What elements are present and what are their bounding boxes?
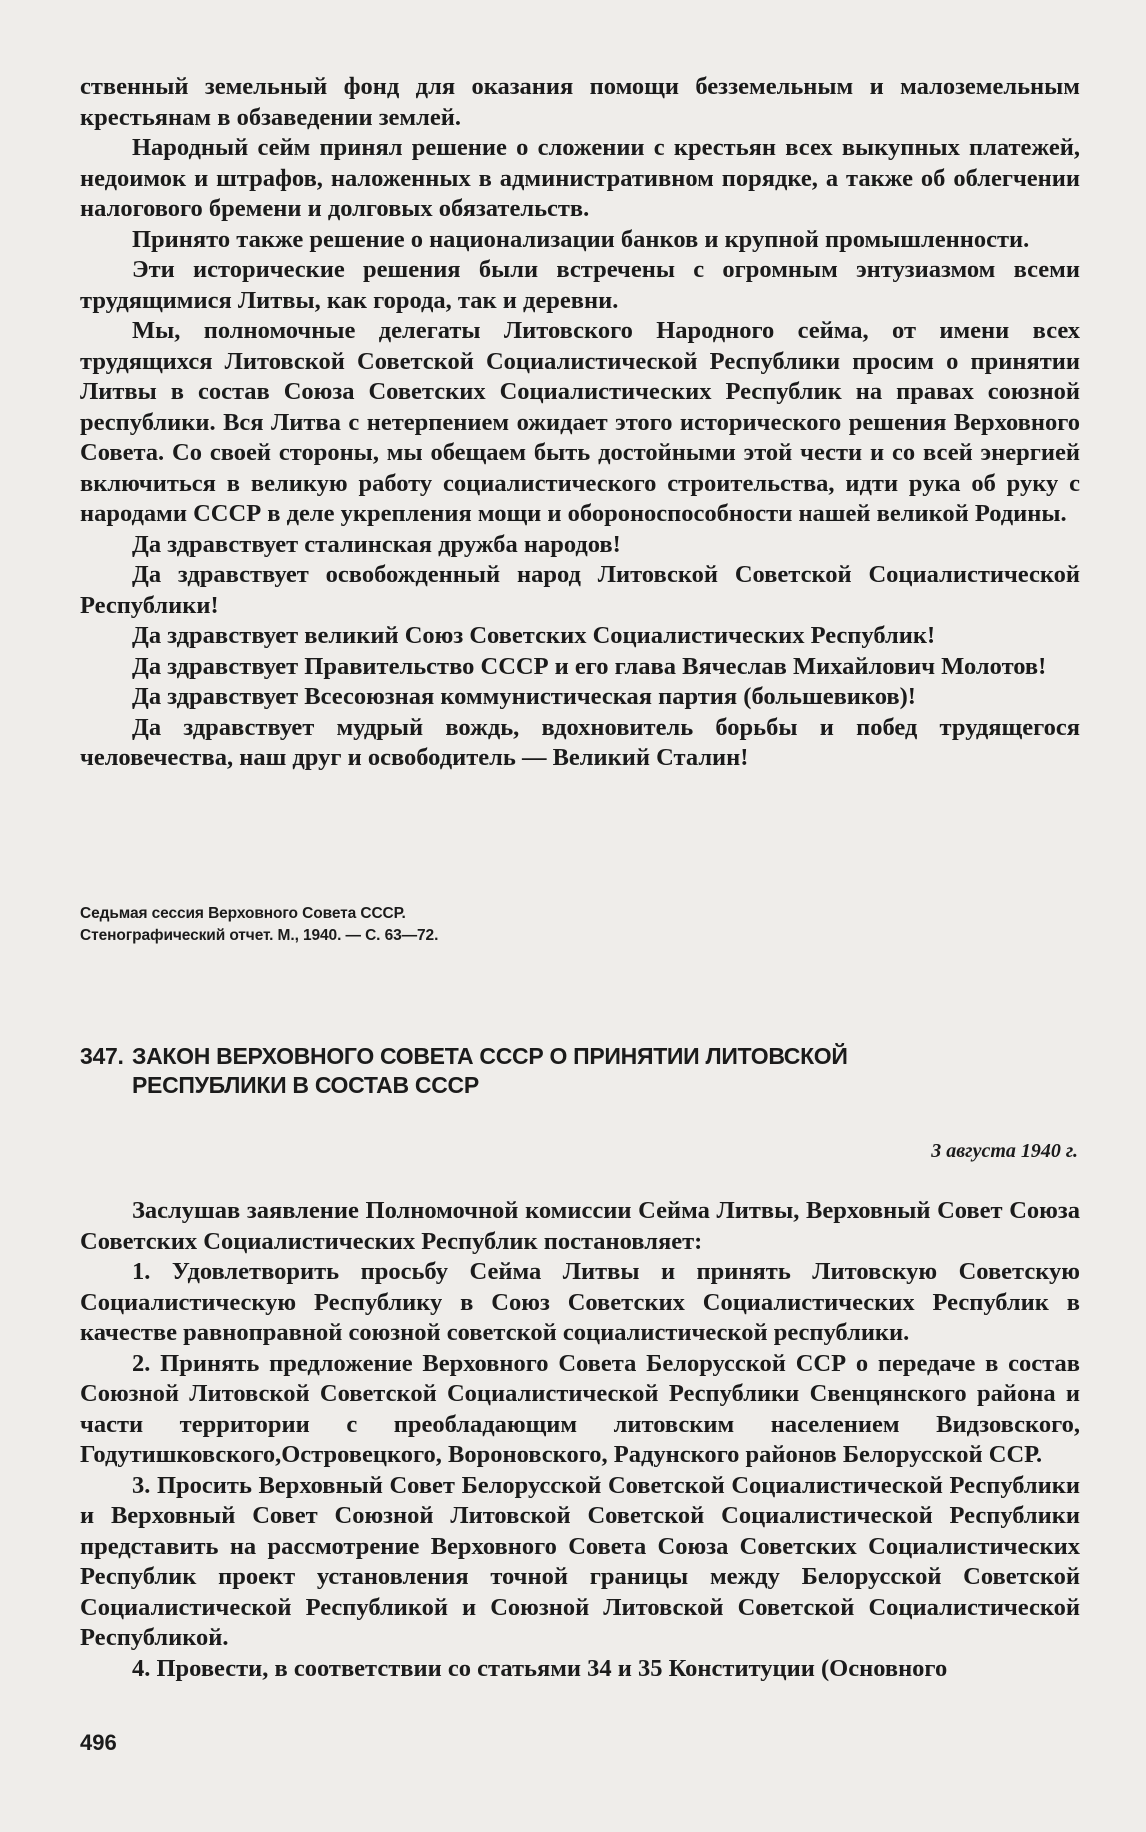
- preamble: Заслушав заявление Полномочной комиссии Сейма Литвы, Верховный Совет Союза Советских Социалистических Республик постановляет:: [80, 1197, 1080, 1255]
- law-item: 3. Просить Верховный Совет Белорусской Советской Социалистической Республики и Верховный Совет Союзной Литовской Советской Социалистической Республики представить на рассмотрение Верховного Совета Союза Советских Социалистических Республик проект установления точной границы между Белорусской Советской Социалистической Республикой и Союзной Литовской Советской Социалистической Республикой.: [80, 1471, 1080, 1651]
- cheer-line: Да здравствует Правительство СССР и его глава Вячеслав Михайлович Молотов!: [132, 652, 1047, 680]
- source-line: Стенографический отчет. М., 1940. — С. 63—72.: [80, 927, 439, 944]
- law-item: 1. Удовлетворить просьбу Сейма Литвы и принять Литовскую Советскую Социалистическую Республику в Союз Советских Социалистических Республик в качестве равноправной союзной советской социалистической республики.: [80, 1258, 1080, 1346]
- cheer-line: Да здравствует Всесоюзная коммунистическая партия (большевиков)!: [132, 683, 916, 710]
- document-number: 347.: [80, 1043, 124, 1069]
- source-citation: [80, 903, 1080, 947]
- paragraph: Эти исторические решения были встречены с огромным энтузиазмом всеми трудящимися Литвы, как города, так и деревни.: [80, 256, 1080, 314]
- page-number: 496: [80, 1730, 117, 1755]
- cheer-line: Да здравствует мудрый вождь, вдохновитель борьбы и побед трудящегося человечества, наш друг и освободитель — Великий Сталин!: [80, 713, 1080, 771]
- speech-continuation: [80, 72, 1080, 774]
- heading-line: ЗАКОН ВЕРХОВНОГО СОВЕТА СССР О ПРИНЯТИИ ЛИТОВСКОЙ: [132, 1043, 848, 1069]
- document-heading: [80, 1042, 1080, 1100]
- source-line: Седьмая сессия Верховного Совета СССР.: [80, 905, 406, 922]
- cheer-line: Да здравствует освобожденный народ Литовской Советской Социалистической Республики!: [80, 561, 1080, 619]
- paragraph: ственный земельный фонд для оказания помощи безземельным и малоземельным крестьянам в обзаведении землей.: [80, 73, 1080, 131]
- paragraph: Народный сейм принял решение о сложении с крестьян всех выкупных платежей, недоимок и штрафов, наложенных в административном порядке, а также об облегчении налогового бремени и долговых обязательств.: [80, 134, 1080, 222]
- heading-line: РЕСПУБЛИКИ В СОСТАВ СССР: [132, 1072, 479, 1098]
- law-item: 2. Принять предложение Верховного Совета Белорусской ССР о передаче в состав Союзной Литовской Советской Социалистической Республики Свенцянского района и части территории с преобладающим литовским населением Видзовского, Годутишковского,Островецкого, Вороновского, Радунского районов Белорусской ССР.: [80, 1349, 1080, 1468]
- cheer-line: Да здравствует сталинская дружба народов!: [132, 530, 621, 558]
- paragraph: Принято также решение о национализации банков и крупной промышленности.: [132, 225, 1030, 253]
- document-date: 3 августа 1940 г.: [931, 1140, 1078, 1162]
- law-item: 4. Провести, в соответствии со статьями 34 и 35 Конституции (Основного: [132, 1654, 948, 1682]
- cheer-line: Да здравствует великий Союз Советских Социалистических Республик!: [132, 622, 936, 649]
- law-text: [80, 1196, 1080, 1684]
- paragraph: Мы, полномочные делегаты Литовского Народного сейма, от имени всех трудящихся Литовской Советской Социалистической Республики просим о принятии Литвы в состав Союза Советских Социалистических Республик на правах союзной республики. Вся Литва с нетерпением ожидает этого исторического решения Верховного Совета. Со своей стороны, мы обещаем быть достойными этой чести и со всей энергией включиться в великую работу социалистического строительства, идти рука об руку с народами СССР в деле укрепления мощи и обороноспособности нашей великой Родины.: [80, 317, 1080, 527]
